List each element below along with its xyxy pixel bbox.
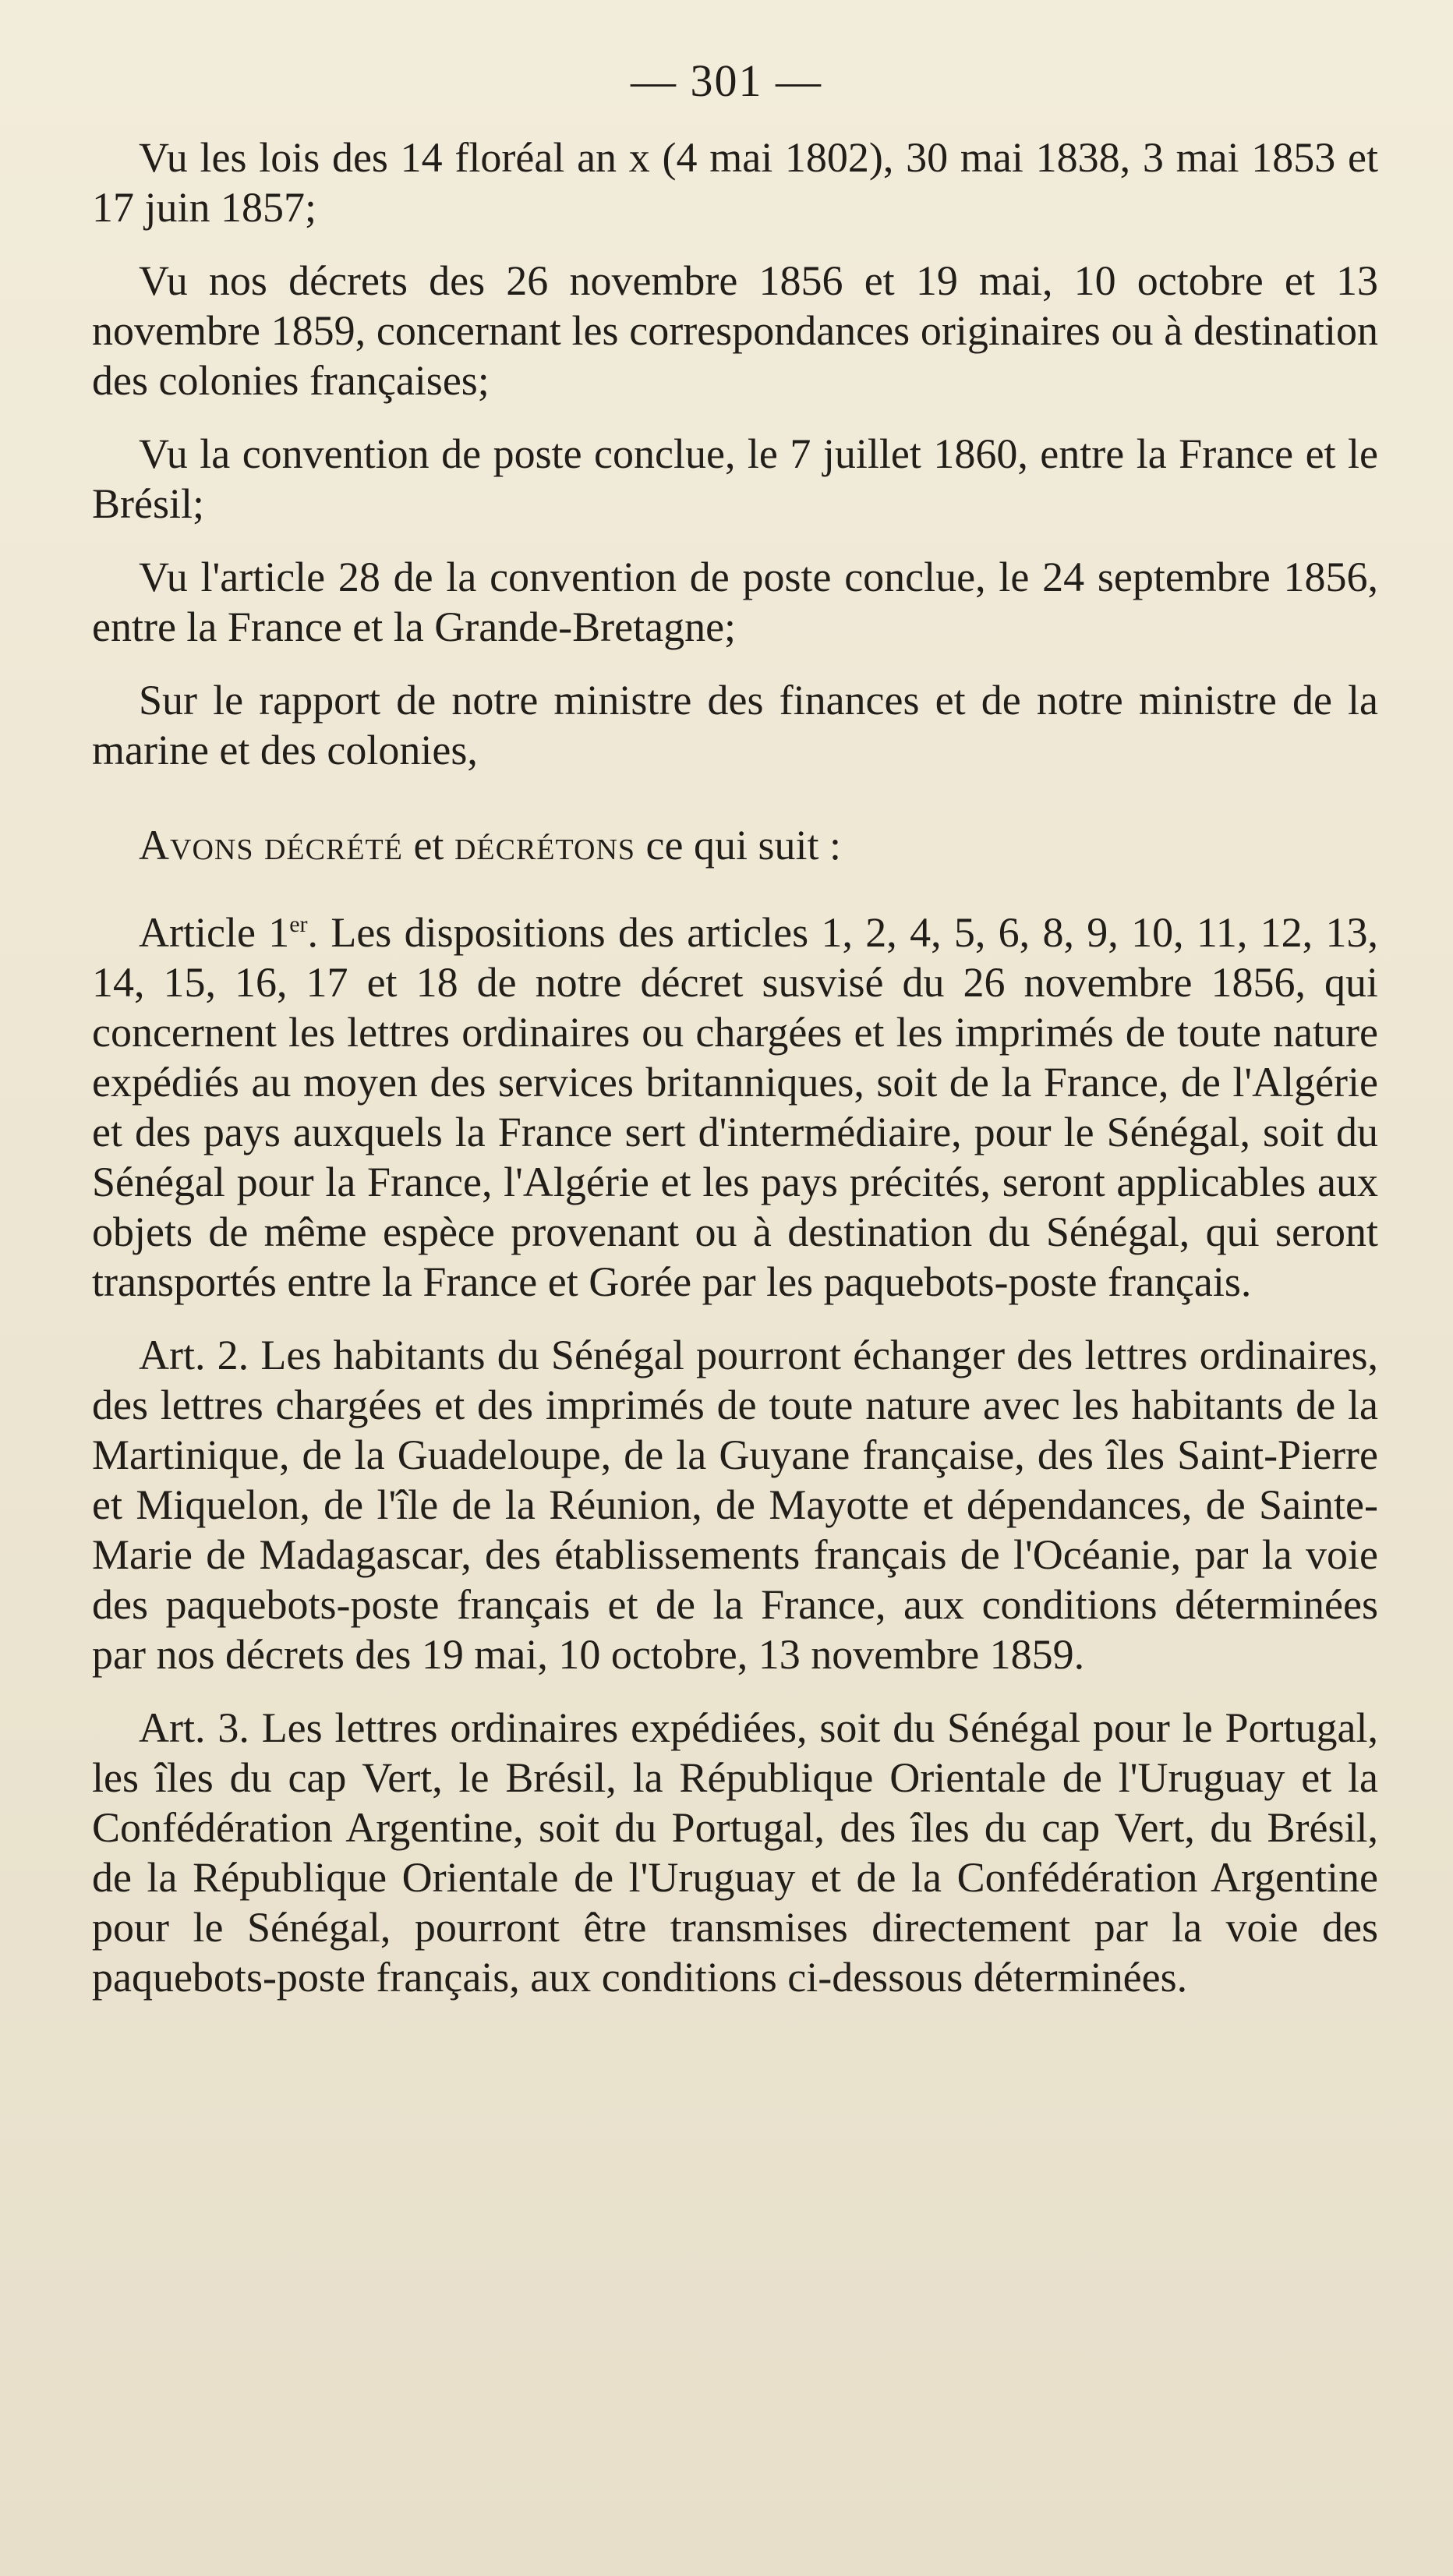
article-1-superscript: er <box>289 911 308 937</box>
decision-line <box>92 820 1378 870</box>
decision-decrete: décrété <box>263 822 403 869</box>
decision-decretons: décrétons <box>454 822 636 869</box>
document-body <box>92 133 1378 2026</box>
decision-avons: Avons <box>139 822 254 869</box>
decision-rest: ce qui suit : <box>645 822 842 869</box>
article-3-text: Les lettres ordinaires expédiées, soit du Sénégal pour le Portugal, les îles du cap Vert, le Brésil, la République Orientale de l'Uruguay et la Confédération Argentine, soit du Portugal, des îles du cap Vert, du Brésil, de la République Orientale de l'Uruguay et de la Confédération Argentine pour le Sénégal, pourront être transmises directement par la voie des paquebots-poste français, aux conditions ci-dessous déterminées. <box>92 1704 1378 2001</box>
article-2 <box>92 1330 1378 1679</box>
paragraph-report: Sur le rapport de notre ministre des finances et de notre ministre de la marine et des colonies, <box>92 677 1378 773</box>
paragraph-laws: Vu les lois des 14 floréal an x (4 mai 1802), 30 mai 1838, 3 mai 1853 et 17 juin 1857; <box>92 134 1378 231</box>
article-3-label: Art. 3. <box>139 1704 249 1751</box>
article-2-label: Art. 2. <box>139 1332 249 1378</box>
paragraph-article-28: Vu l'article 28 de la convention de poste conclue, le 24 septembre 1856, entre la France et la Grande-Bretagne; <box>92 554 1378 650</box>
decision-et: et <box>413 822 444 869</box>
article-3 <box>92 1703 1378 2002</box>
page-number: — 301 — <box>631 55 822 106</box>
article-1-text: . Les dispositions des articles 1, 2, 4, 5, 6, 8, 9, 10, 11, 12, 13, 14, 15, 16, 17 et 18 de notre décret susvisé du 26 novembre 1856, qui concernent les lettres ordinaires ou chargées et les imprimés de toute nature expédiés au moyen des services britanniques, soit de la France, de l'Algérie et des pays auxquels la France sert d'intermédiaire, pour le Sénégal, soit du Sénégal pour la France, l'Algérie et les pays précités, seront applicables aux objets de même espèce provenant ou à destination du Sénégal, qui seront transportés entre la France et Gorée par les paquebots-poste français. <box>92 909 1378 1305</box>
article-2-text: Les habitants du Sénégal pourront échanger des lettres ordinaires, des lettres chargées et des imprimés de toute nature avec les habitants de la Martinique, de la Guadeloupe, de la Guyane française, des îles Saint-Pierre et Miquelon, de l'île de la Réunion, de Mayotte et dépendances, de Sainte-Marie de Madagascar, des établissements français de l'Océanie, par la voie des paquebots-poste français et de la France, aux conditions déterminées par nos décrets des 19 mai, 10 octobre, 13 novembre 1859. <box>92 1332 1379 1678</box>
article-1-label: Article 1 <box>139 909 290 956</box>
article-1 <box>92 908 1378 1307</box>
paragraph-brazil-convention: Vu la convention de poste conclue, le 7 juillet 1860, entre la France et le Brésil; <box>92 430 1378 527</box>
paragraph-decrees: Vu nos décrets des 26 novembre 1856 et 19 mai, 10 octobre et 13 novembre 1859, concernant les correspondances originaires ou à destination des colonies françaises; <box>92 257 1378 404</box>
